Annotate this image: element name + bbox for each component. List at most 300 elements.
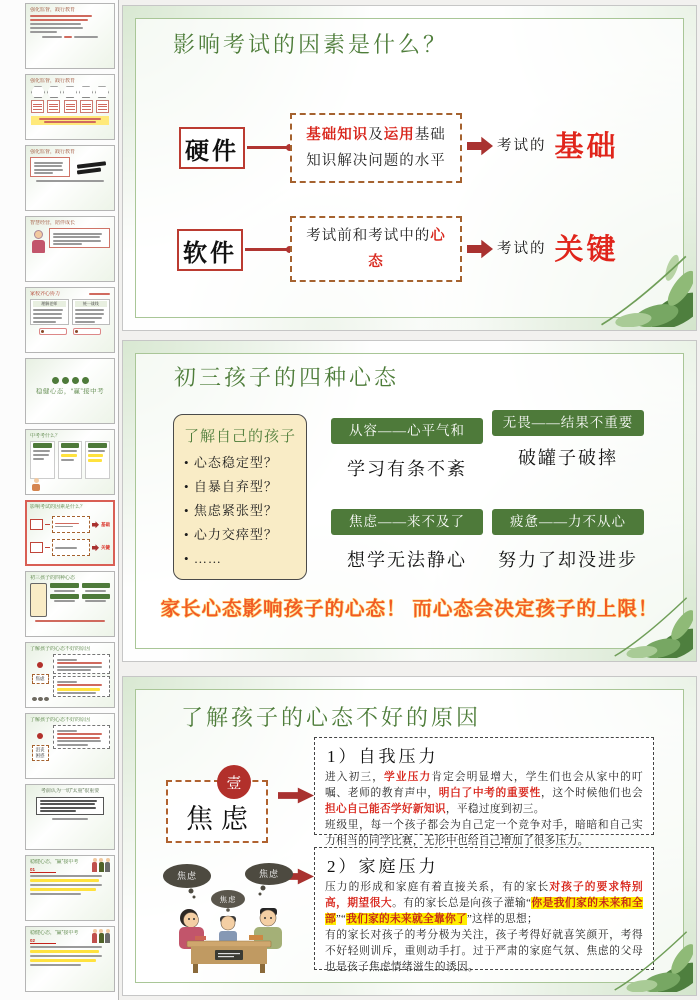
thumb-title: 强化监督，践行教育 bbox=[30, 7, 76, 13]
result-keyword: 关键 bbox=[554, 234, 619, 266]
text-segment: 有的家长对孩子的考分极为关注，孩子考得好就喜笑颜开，考得不好轻则训斥，重则动手打。过于严肃的家庭气氛、焦虑的父母也是孩子焦虑情绪滋生的诱因。 bbox=[325, 929, 643, 974]
decor bbox=[82, 104, 91, 105]
decor bbox=[92, 521, 99, 528]
decor bbox=[61, 454, 77, 457]
decor bbox=[66, 104, 75, 105]
decor bbox=[193, 896, 196, 899]
mindset-card bbox=[331, 418, 483, 481]
paragraph bbox=[325, 817, 643, 849]
text-segment: 对孩子的要求特别高，期望很大 bbox=[325, 881, 644, 910]
decor bbox=[82, 377, 89, 384]
decor bbox=[57, 659, 77, 661]
decor bbox=[88, 443, 107, 448]
result-keyword: 基础 bbox=[554, 131, 619, 163]
decor bbox=[33, 454, 49, 456]
decor bbox=[30, 299, 110, 325]
decor bbox=[57, 740, 101, 742]
decor bbox=[184, 913, 199, 928]
mindset-card bbox=[492, 509, 644, 572]
decor bbox=[30, 516, 110, 533]
decor bbox=[50, 583, 110, 602]
decor bbox=[57, 684, 102, 686]
decor bbox=[32, 697, 37, 701]
decor bbox=[57, 692, 96, 694]
decor bbox=[92, 544, 99, 551]
teacher-figure bbox=[30, 228, 46, 253]
decor bbox=[30, 36, 110, 38]
decor: 基础 bbox=[101, 521, 110, 527]
decor bbox=[30, 328, 110, 335]
decor bbox=[31, 116, 109, 125]
decor bbox=[40, 803, 95, 805]
decor bbox=[30, 15, 92, 17]
decor bbox=[30, 157, 70, 177]
decor bbox=[57, 681, 77, 683]
slide1-title: 影响考试的因素是什么？ bbox=[173, 32, 449, 57]
decor bbox=[35, 620, 105, 622]
decor bbox=[52, 818, 88, 820]
decor bbox=[30, 441, 55, 479]
decor bbox=[61, 459, 74, 461]
decor bbox=[36, 180, 103, 182]
thought-bubbles bbox=[30, 688, 50, 706]
decor bbox=[47, 86, 61, 98]
text-segment: 班级里，每一个孩子都会为自己定一个竞争对手，暗暗和自己实力相当的同学比赛，无形中也给自己增加了很多压力。 bbox=[325, 819, 643, 848]
calligraphy-stamp bbox=[73, 157, 110, 175]
decor bbox=[89, 293, 110, 295]
decor bbox=[53, 654, 110, 674]
mindset-card-header: 从容——心平气和 bbox=[331, 418, 483, 444]
decor bbox=[30, 888, 96, 891]
decor bbox=[30, 19, 88, 21]
decor bbox=[30, 299, 69, 325]
decor bbox=[33, 450, 50, 452]
decor bbox=[30, 377, 110, 384]
decor bbox=[34, 162, 63, 164]
decor bbox=[92, 862, 97, 872]
decor bbox=[55, 526, 73, 528]
decor bbox=[75, 309, 104, 311]
thumb-title: 了解孩子的心态不好的原因 bbox=[30, 717, 91, 723]
decor bbox=[264, 917, 266, 919]
mindset-card-header: 疲惫——力不从心 bbox=[492, 509, 644, 535]
decor bbox=[37, 662, 43, 668]
decor bbox=[218, 953, 240, 954]
decor bbox=[57, 666, 102, 668]
connector-line bbox=[245, 248, 289, 251]
result-prefix: 考试的 bbox=[497, 241, 547, 257]
decor bbox=[30, 157, 110, 177]
decor bbox=[53, 233, 102, 235]
decor bbox=[52, 539, 90, 556]
decor bbox=[85, 600, 106, 602]
decor bbox=[44, 697, 49, 701]
self-pressure-section bbox=[314, 737, 654, 848]
mindset-card bbox=[331, 509, 483, 572]
decor bbox=[96, 100, 109, 113]
decor bbox=[36, 797, 104, 816]
decor bbox=[50, 583, 79, 588]
decor bbox=[49, 104, 58, 105]
hardware-label-box: 硬件 bbox=[179, 127, 245, 169]
family-anxiety-cartoon bbox=[157, 861, 299, 975]
slide-thumbnail-3[interactable] bbox=[25, 145, 115, 211]
decor bbox=[95, 86, 109, 98]
slide-thumbnail-panel[interactable] bbox=[0, 0, 119, 1000]
panel-title: 了解自己的孩子 bbox=[184, 429, 297, 445]
slide2-title: 初三孩子的四种心态 bbox=[174, 365, 400, 390]
decor bbox=[31, 86, 45, 98]
decor bbox=[57, 662, 102, 664]
decor bbox=[30, 539, 110, 556]
thumb-title: 稳健心态，“赢”接中考 bbox=[35, 388, 105, 395]
text-segment: ，平稳过度到初三。 bbox=[445, 803, 545, 816]
decor bbox=[260, 910, 276, 926]
mindset-card bbox=[492, 410, 644, 470]
decor bbox=[79, 86, 93, 98]
decor bbox=[259, 893, 262, 896]
decor bbox=[88, 459, 102, 462]
decor bbox=[105, 862, 110, 872]
text-segment: 基础知识解决问题的水平 bbox=[306, 126, 446, 169]
software-label-box: 软件 bbox=[177, 229, 243, 271]
slide-thumbnail-5[interactable] bbox=[25, 287, 115, 353]
slide-thumbnail-9[interactable] bbox=[25, 571, 115, 637]
slides-area[interactable] bbox=[120, 0, 700, 1000]
decor bbox=[30, 955, 102, 957]
slide-thumbnail-13[interactable] bbox=[25, 855, 115, 921]
thumb-title: 强化监督，践行教育 bbox=[30, 78, 76, 84]
thumb-title: 中考考什么？ bbox=[30, 433, 61, 439]
decor bbox=[45, 547, 50, 548]
decor bbox=[72, 299, 111, 325]
decor bbox=[105, 933, 110, 943]
rich-text bbox=[302, 223, 450, 275]
text-segment: 明白了中考的重要性 bbox=[438, 787, 542, 800]
decor bbox=[47, 100, 60, 113]
mindset-card-body: 想学无法静心 bbox=[347, 549, 467, 570]
decor bbox=[218, 956, 234, 957]
decor bbox=[261, 886, 266, 891]
decor bbox=[30, 228, 110, 253]
decor bbox=[53, 654, 110, 706]
decor bbox=[50, 594, 79, 599]
decor bbox=[221, 916, 235, 930]
decor bbox=[30, 441, 110, 479]
text-segment: 考试前和考试中的 bbox=[306, 227, 431, 244]
decor bbox=[30, 946, 102, 948]
hardware-result bbox=[497, 124, 619, 165]
slide-thumbnail-6[interactable] bbox=[25, 358, 115, 424]
slide-thumbnail-2[interactable] bbox=[25, 74, 115, 140]
decor: 焦虑 bbox=[258, 869, 280, 879]
decor bbox=[53, 676, 110, 697]
slide-thumbnail-7[interactable] bbox=[25, 429, 115, 495]
paragraph bbox=[325, 879, 643, 927]
decor bbox=[54, 600, 75, 602]
decor bbox=[32, 240, 45, 253]
decor bbox=[215, 950, 243, 960]
panel-bullet: • 焦虑紧张型？ bbox=[184, 499, 300, 523]
text-segment: 你是我们家的未来和全部 bbox=[325, 897, 643, 926]
decor bbox=[98, 106, 107, 107]
decor bbox=[55, 523, 79, 525]
decor bbox=[33, 104, 42, 105]
decor bbox=[53, 236, 100, 238]
decor bbox=[77, 168, 101, 175]
decor bbox=[53, 243, 82, 245]
decor bbox=[57, 737, 100, 739]
decor bbox=[82, 583, 111, 592]
decor bbox=[40, 800, 97, 802]
decor bbox=[193, 918, 195, 920]
decor bbox=[193, 964, 198, 973]
decor bbox=[57, 669, 91, 671]
decor bbox=[52, 516, 90, 533]
decor bbox=[30, 654, 110, 706]
mindset-card-body: 破罐子破摔 bbox=[518, 447, 618, 468]
decor bbox=[53, 240, 101, 242]
decor bbox=[66, 109, 75, 110]
decor bbox=[31, 100, 44, 113]
slide-four-mindsets[interactable] bbox=[122, 340, 697, 662]
decor bbox=[64, 100, 77, 113]
decor bbox=[98, 109, 107, 110]
mindset-card-header: 焦虑——来不及了 bbox=[331, 509, 483, 535]
decor bbox=[34, 172, 53, 174]
decor bbox=[40, 807, 96, 809]
decor bbox=[42, 36, 63, 38]
leaves-decoration bbox=[567, 245, 693, 327]
decor bbox=[58, 441, 83, 479]
thumb-title: 强化监督，践行教育 bbox=[30, 149, 76, 155]
decor bbox=[195, 936, 206, 940]
decor bbox=[64, 36, 72, 38]
decor bbox=[75, 317, 103, 319]
decor bbox=[61, 450, 78, 452]
thumb-subtitle: 02 bbox=[30, 938, 56, 944]
decor bbox=[663, 253, 682, 282]
decor bbox=[82, 594, 111, 599]
column-header: 理解老师 bbox=[33, 301, 66, 307]
decor: 焦虑 bbox=[176, 871, 198, 881]
decor bbox=[187, 941, 271, 947]
decor bbox=[30, 519, 43, 530]
decor bbox=[92, 933, 97, 943]
slide-thumbnail-12[interactable] bbox=[25, 784, 115, 850]
slide-thumbnail-11[interactable] bbox=[25, 713, 115, 779]
decor bbox=[33, 109, 42, 110]
decor bbox=[260, 964, 265, 973]
decor bbox=[30, 291, 110, 297]
thumb-title: 稳健心态，“赢”接中考 bbox=[30, 859, 79, 865]
decor bbox=[33, 321, 56, 323]
decor bbox=[37, 733, 43, 739]
decor bbox=[30, 893, 81, 895]
panel-bullet: • 心态稳定型？ bbox=[184, 451, 300, 475]
slide-thumbnail-4[interactable] bbox=[25, 216, 115, 282]
decor bbox=[30, 875, 102, 877]
decor bbox=[30, 654, 50, 706]
thumb-title: 考前认为一切“太重”很重要 bbox=[40, 788, 100, 794]
decor bbox=[34, 169, 63, 171]
thumb-title: 初三孩子的四种心态 bbox=[30, 575, 76, 581]
decor bbox=[31, 86, 109, 98]
decor bbox=[54, 590, 75, 592]
decor bbox=[73, 328, 101, 335]
decor bbox=[49, 109, 58, 110]
decor bbox=[33, 458, 44, 460]
thumb-keyword: 沮丧 困惑 bbox=[32, 745, 49, 760]
paragraph bbox=[325, 769, 643, 817]
text-segment: 及 bbox=[368, 126, 384, 143]
slide2-footer-warning: 家长心态影响孩子的心态！ 而心态会决定孩子的上限！ bbox=[160, 599, 659, 620]
decor bbox=[82, 106, 91, 107]
anxiety-keyword-box: 焦虑 bbox=[166, 780, 268, 843]
decor bbox=[30, 542, 43, 553]
family-figures bbox=[92, 862, 110, 872]
decor bbox=[44, 121, 96, 123]
text-segment: 心态 bbox=[368, 227, 446, 270]
decor bbox=[30, 583, 110, 617]
decor bbox=[88, 450, 104, 452]
decor bbox=[50, 594, 79, 603]
thumb-title: 了解孩子的心态不好的原因 bbox=[30, 646, 91, 652]
decor bbox=[72, 377, 79, 384]
decor bbox=[85, 441, 110, 479]
panel-bullet: • 心力交瘁型？ bbox=[184, 523, 300, 547]
thumb-title: 家校齐心协力 bbox=[30, 291, 61, 297]
mindset-card-header: 无畏——结果不重要 bbox=[492, 410, 644, 436]
decor bbox=[85, 590, 106, 592]
decor bbox=[31, 100, 109, 113]
decor bbox=[66, 106, 75, 107]
decor bbox=[80, 100, 93, 113]
decor bbox=[57, 730, 77, 732]
slide-thumbnail-14[interactable] bbox=[25, 926, 115, 992]
decor bbox=[30, 583, 47, 617]
text-segment: 压力的形成和家庭有着直接关系，有的家长 bbox=[325, 881, 550, 893]
decor bbox=[52, 377, 59, 384]
decor bbox=[45, 524, 50, 525]
decor bbox=[33, 443, 52, 448]
decor bbox=[33, 317, 62, 319]
decor bbox=[39, 118, 101, 120]
decor bbox=[38, 697, 43, 701]
decor bbox=[53, 725, 110, 760]
hardware-desc-box bbox=[290, 113, 462, 183]
decor bbox=[226, 908, 230, 912]
leaves-decoration bbox=[585, 588, 693, 658]
decor bbox=[57, 688, 100, 691]
text-segment: 我们家的未来就全靠你了 bbox=[346, 913, 467, 926]
text-segment: 进入初三， bbox=[325, 771, 385, 783]
decor bbox=[30, 23, 81, 25]
decor bbox=[49, 228, 110, 248]
decor bbox=[99, 862, 104, 872]
mindset-card-body: 努力了却没进步 bbox=[498, 549, 638, 570]
text-segment: ”“ bbox=[336, 913, 347, 926]
rich-text bbox=[302, 122, 450, 174]
decor bbox=[61, 443, 80, 448]
section-heading: 2）家庭压力 bbox=[327, 857, 439, 876]
decor bbox=[30, 879, 99, 882]
text-segment: 担心自己能否学好新知识 bbox=[325, 803, 446, 816]
slide-exam-factors[interactable] bbox=[122, 5, 697, 331]
decor bbox=[99, 933, 104, 943]
decor bbox=[33, 309, 63, 311]
decor bbox=[30, 31, 57, 33]
number-one-badge: 壹 bbox=[217, 765, 251, 799]
decor bbox=[98, 104, 107, 105]
decor bbox=[50, 583, 79, 592]
decor bbox=[34, 165, 62, 167]
column-header: 统一战线 bbox=[75, 301, 108, 307]
decor: 焦虑 bbox=[219, 895, 237, 904]
decor bbox=[33, 313, 62, 315]
decor bbox=[75, 321, 96, 323]
decor bbox=[55, 547, 77, 549]
thumb-keyword: 焦虑 bbox=[32, 674, 49, 684]
panel-bullet: • 自暴自弃型？ bbox=[184, 475, 300, 499]
decor bbox=[57, 733, 102, 735]
panel-bullet: • …… bbox=[184, 547, 300, 571]
decor bbox=[82, 583, 111, 588]
decor bbox=[33, 106, 42, 107]
decor bbox=[49, 106, 58, 107]
thumb-title: 智慧经营，陪伴成长 bbox=[30, 220, 76, 226]
decor bbox=[30, 27, 83, 29]
decor bbox=[30, 725, 110, 760]
thumb-subtitle: 01 bbox=[30, 867, 56, 873]
decor bbox=[74, 36, 98, 38]
decor bbox=[63, 86, 77, 98]
slide-thumbnail-10[interactable] bbox=[25, 642, 115, 708]
decor bbox=[189, 889, 194, 894]
family-figures bbox=[92, 933, 110, 943]
leaves-decoration bbox=[585, 922, 693, 992]
text-segment: ，这个时候他们也会 bbox=[541, 787, 643, 800]
mindset-card-body: 学习有条不紊 bbox=[347, 458, 467, 479]
slide3-title: 了解孩子的心态不好的原因 bbox=[181, 705, 482, 730]
thumb-title: 影响考试的因素是什么？ bbox=[30, 504, 86, 510]
decor bbox=[30, 959, 96, 962]
section-heading: 1）自我压力 bbox=[327, 747, 439, 766]
slide-bad-mindset-reasons[interactable] bbox=[122, 676, 697, 996]
slide-thumbnail-1[interactable] bbox=[25, 3, 115, 69]
text-segment: 基础知识 bbox=[306, 126, 369, 143]
decor bbox=[62, 377, 69, 384]
decor bbox=[53, 725, 110, 749]
slide-thumbnail-8[interactable] bbox=[25, 500, 115, 566]
text-segment: 。有的家长总是向孩子灌输“ bbox=[392, 897, 532, 910]
decor bbox=[82, 594, 111, 603]
text-segment: 肯定会明显增大，学生们也会从家中的叮嘱、老师的教育声中， bbox=[325, 771, 643, 800]
decor bbox=[88, 454, 103, 457]
text-segment: ”这样的思想； bbox=[466, 913, 538, 926]
text-segment: 运用 bbox=[383, 126, 415, 143]
student-figure bbox=[31, 478, 41, 491]
decor bbox=[75, 313, 105, 315]
decor bbox=[82, 109, 91, 110]
software-desc-box bbox=[290, 216, 462, 282]
thumb-title: 稳健心态，“赢”接中考 bbox=[30, 930, 79, 936]
decor bbox=[39, 328, 67, 335]
decor bbox=[57, 744, 88, 746]
decor: 关键 bbox=[101, 544, 110, 550]
decor bbox=[249, 935, 263, 940]
decor bbox=[40, 810, 76, 812]
